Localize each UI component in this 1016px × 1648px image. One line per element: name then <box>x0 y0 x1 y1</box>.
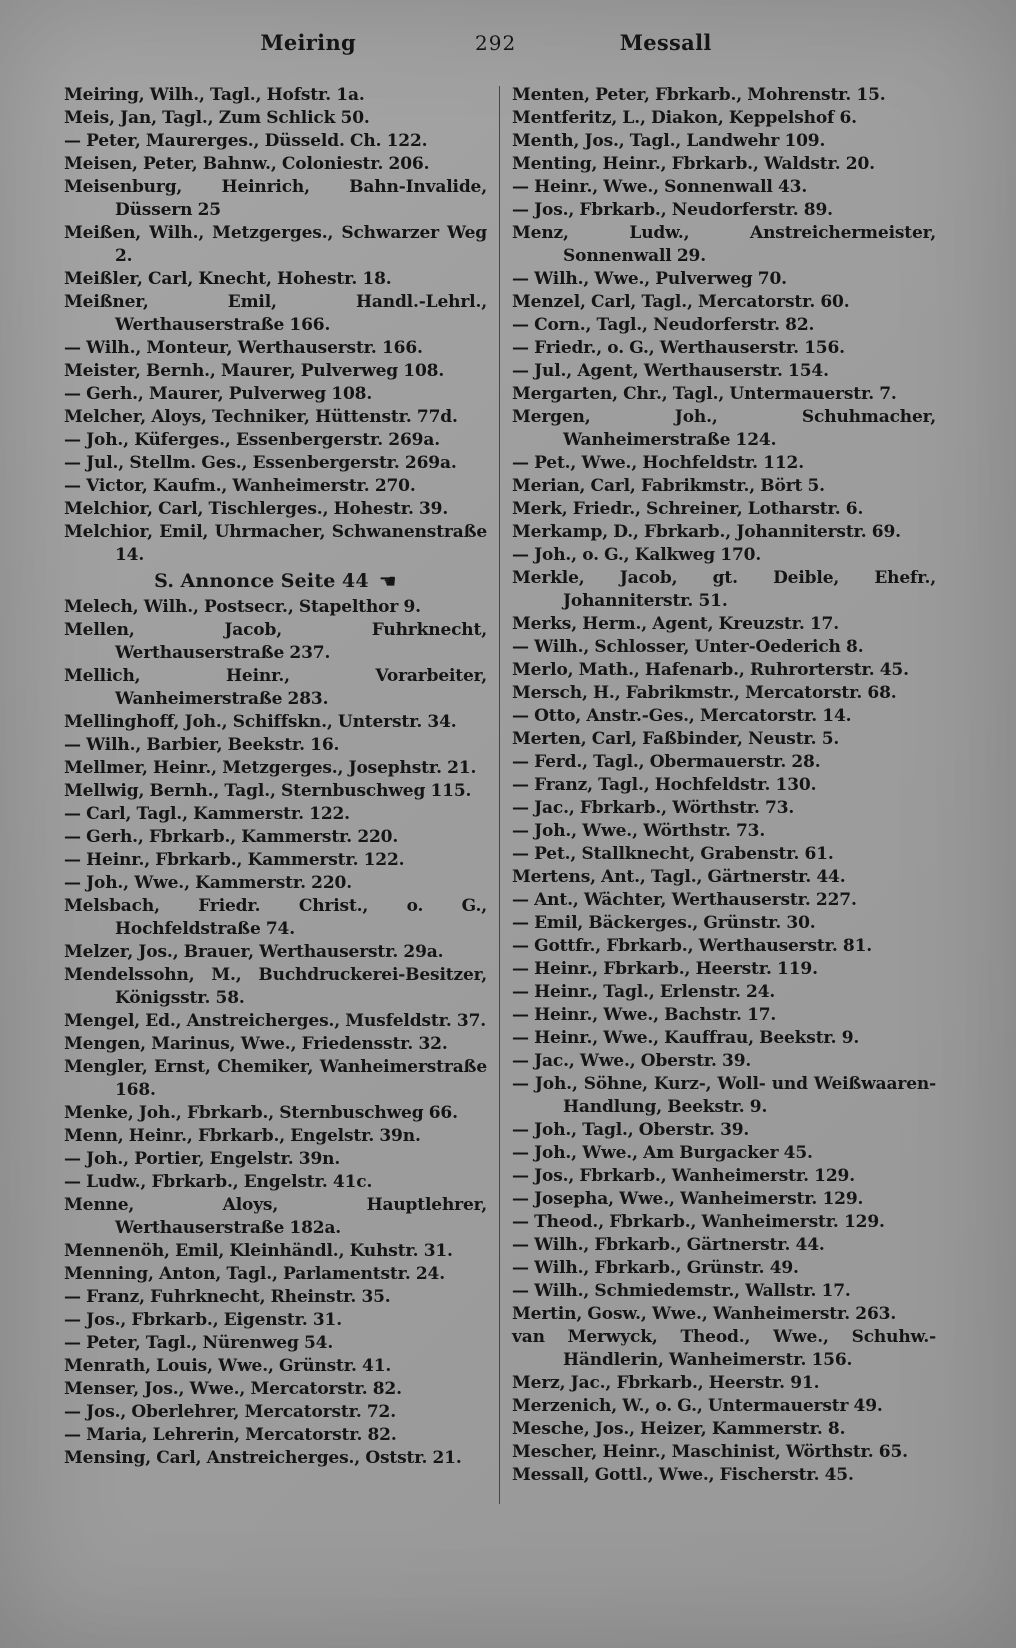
entry-text: Menz, Ludw., Anstreichermeister, Sonnenwall 29. <box>512 223 936 266</box>
entry-text: Melech, Wilh., Postsecr., Stapelthor 9. <box>64 597 421 617</box>
directory-entry <box>64 711 487 734</box>
entry-text: S. Annonce Seite 44 <box>154 570 369 592</box>
directory-entry <box>512 337 936 360</box>
directory-entry <box>512 912 936 935</box>
directory-entry <box>512 958 936 981</box>
entry-text: Meißner, Emil, Handl.-Lehrl., Werthauserstraße 166. <box>64 292 487 335</box>
directory-entry <box>512 1303 936 1326</box>
entry-text: Melzer, Jos., Brauer, Werthauserstr. 29a. <box>64 942 444 962</box>
entry-text: — Victor, Kaufm., Wanheimerstr. 270. <box>64 476 416 496</box>
directory-entry <box>512 176 936 199</box>
entry-text: — Emil, Bäckerges., Grünstr. 30. <box>512 913 816 933</box>
directory-entry <box>64 84 487 107</box>
entry-text: — Jac., Wwe., Oberstr. 39. <box>512 1051 752 1071</box>
directory-entry <box>64 596 487 619</box>
entry-text: Menzel, Carl, Tagl., Mercatorstr. 60. <box>512 292 850 312</box>
entry-text: — Ferd., Tagl., Obermauerstr. 28. <box>512 752 821 772</box>
directory-entry <box>512 84 936 107</box>
entry-text: — Franz, Fuhrknecht, Rheinstr. 35. <box>64 1287 391 1307</box>
entry-text: Mersch, H., Fabrikmstr., Mercatorstr. 68. <box>512 683 897 703</box>
directory-entry <box>64 964 487 1010</box>
entry-text: Meißen, Wilh., Metzgerges., Schwarzer Weg 2. <box>64 223 487 266</box>
directory-entry <box>64 153 487 176</box>
entry-text: Menser, Jos., Wwe., Mercatorstr. 82. <box>64 1379 402 1399</box>
directory-entry <box>64 734 487 757</box>
entry-text: Mertin, Gosw., Wwe., Wanheimerstr. 263. <box>512 1304 897 1324</box>
directory-entry <box>512 1234 936 1257</box>
entry-text: Menne, Aloys, Hauptlehrer, Werthauserstraße 182a. <box>64 1195 487 1238</box>
directory-entry <box>512 636 936 659</box>
directory-entry <box>512 383 936 406</box>
directory-entry <box>64 1378 487 1401</box>
entry-text: Merkamp, D., Fbrkarb., Johanniterstr. 69. <box>512 522 901 542</box>
directory-entry <box>64 383 487 406</box>
directory-entry <box>512 1142 936 1165</box>
directory-entry <box>512 452 936 475</box>
entry-text: — Heinr., Fbrkarb., Kammerstr. 122. <box>64 850 405 870</box>
directory-entry <box>64 406 487 429</box>
directory-entry <box>512 1395 936 1418</box>
directory-entry <box>512 1257 936 1280</box>
directory-columns <box>64 84 936 1504</box>
entry-text: — Franz, Tagl., Hochfeldstr. 130. <box>512 775 817 795</box>
directory-entry <box>64 1447 487 1470</box>
directory-entry <box>512 475 936 498</box>
directory-entry <box>512 820 936 843</box>
entry-text: Mendelssohn, M., Buchdruckerei-Besitzer, Königsstr. 58. <box>64 965 487 1008</box>
directory-entry <box>64 130 487 153</box>
directory-entry <box>512 728 936 751</box>
entry-text: Messall, Gottl., Wwe., Fischerstr. 45. <box>512 1465 854 1485</box>
directory-entry <box>512 498 936 521</box>
directory-entry <box>512 613 936 636</box>
directory-entry <box>512 222 936 268</box>
directory-entry <box>512 1165 936 1188</box>
directory-entry <box>512 1418 936 1441</box>
entry-text: — Gerh., Maurer, Pulverweg 108. <box>64 384 373 404</box>
directory-entry <box>512 1188 936 1211</box>
entry-text: — Jos., Oberlehrer, Mercatorstr. 72. <box>64 1402 396 1422</box>
entry-text: Mellmer, Heinr., Metzgerges., Josephstr. 21. <box>64 758 477 778</box>
entry-text: Melchior, Carl, Tischlerges., Hohestr. 39. <box>64 499 449 519</box>
entry-text: Mesche, Jos., Heizer, Kammerstr. 8. <box>512 1419 846 1439</box>
entry-text: Menning, Anton, Tagl., Parlamentstr. 24. <box>64 1264 445 1284</box>
directory-entry <box>512 797 936 820</box>
entry-text: Melchior, Emil, Uhrmacher, Schwanenstraße 14. <box>64 522 487 565</box>
entry-text: Merten, Carl, Faßbinder, Neustr. 5. <box>512 729 840 749</box>
directory-entry <box>512 314 936 337</box>
directory-entry <box>64 429 487 452</box>
directory-entry <box>512 567 936 613</box>
directory-entry <box>64 475 487 498</box>
entry-text: Merzenich, W., o. G., Untermauerstr 49. <box>512 1396 883 1416</box>
directory-column-right <box>512 84 936 1504</box>
entry-text: — Gottfr., Fbrkarb., Werthauserstr. 81. <box>512 936 873 956</box>
directory-entry <box>512 705 936 728</box>
entry-text: Mergarten, Chr., Tagl., Untermauerstr. 7. <box>512 384 897 404</box>
entry-text: Menrath, Louis, Wwe., Grünstr. 41. <box>64 1356 392 1376</box>
entry-text: — Heinr., Wwe., Kauffrau, Beekstr. 9. <box>512 1028 860 1048</box>
entry-text: Mengen, Marinus, Wwe., Friedensstr. 32. <box>64 1034 448 1054</box>
directory-entry <box>64 498 487 521</box>
entry-text: — Jul., Stellm. Ges., Essenbergerstr. 269a. <box>64 453 457 473</box>
running-head <box>64 30 936 70</box>
entry-text: Mellwig, Bernh., Tagl., Sternbuschweg 115. <box>64 781 472 801</box>
directory-entry <box>512 130 936 153</box>
directory-entry <box>512 268 936 291</box>
entry-text: Mellinghoff, Joh., Schiffskn., Unterstr. 34. <box>64 712 457 732</box>
entry-text: Merks, Herm., Agent, Kreuzstr. 17. <box>512 614 839 634</box>
entry-text: Mengel, Ed., Anstreicherges., Musfeldstr. 37. <box>64 1011 487 1031</box>
entry-text: — Josepha, Wwe., Wanheimerstr. 129. <box>512 1189 864 1209</box>
directory-entry <box>64 895 487 941</box>
entry-text: Mensing, Carl, Anstreicherges., Oststr. 21. <box>64 1448 462 1468</box>
guide-word-right: Messall <box>619 30 712 55</box>
directory-entry <box>64 619 487 665</box>
directory-entry <box>64 1125 487 1148</box>
entry-text: Meisen, Peter, Bahnw., Coloniestr. 206. <box>64 154 430 174</box>
entry-text: Menting, Heinr., Fbrkarb., Waldstr. 20. <box>512 154 875 174</box>
directory-entry <box>512 682 936 705</box>
entry-text: — Heinr., Wwe., Bachstr. 17. <box>512 1005 777 1025</box>
entry-text: — Carl, Tagl., Kammerstr. 122. <box>64 804 350 824</box>
directory-entry <box>64 337 487 360</box>
directory-entry <box>512 291 936 314</box>
entry-text: Menth, Jos., Tagl., Landwehr 109. <box>512 131 826 151</box>
directory-entry <box>512 981 936 1004</box>
entry-text: Mennenöh, Emil, Kleinhändl., Kuhstr. 31. <box>64 1241 453 1261</box>
directory-entry <box>64 849 487 872</box>
entry-text: — Jul., Agent, Werthauserstr. 154. <box>512 361 829 381</box>
directory-entry <box>64 268 487 291</box>
directory-entry <box>512 153 936 176</box>
directory-entry <box>512 406 936 452</box>
entry-text: Mescher, Heinr., Maschinist, Wörthstr. 65. <box>512 1442 908 1462</box>
entry-text: van Merwyck, Theod., Wwe., Schuhw.-Händlerin, Wanheimerstr. 156. <box>512 1327 936 1370</box>
directory-entry <box>512 1073 936 1119</box>
directory-entry <box>64 1309 487 1332</box>
entry-text: — Joh., Küferges., Essenbergerstr. 269a. <box>64 430 440 450</box>
directory-entry <box>512 1326 936 1372</box>
entry-text: Meisenburg, Heinrich, Bahn-Invalide, Düssern 25 <box>64 177 487 220</box>
entry-text: — Peter, Maurerges., Düsseld. Ch. 122. <box>64 131 428 151</box>
directory-entry <box>64 452 487 475</box>
entry-text: Merian, Carl, Fabrikmstr., Bört 5. <box>512 476 825 496</box>
entry-text: — Heinr., Tagl., Erlenstr. 24. <box>512 982 776 1002</box>
directory-entry <box>64 1240 487 1263</box>
directory-entry <box>512 360 936 383</box>
entry-text: — Wilh., Wwe., Pulverweg 70. <box>512 269 787 289</box>
entry-text: — Otto, Anstr.-Ges., Mercatorstr. 14. <box>512 706 852 726</box>
entry-text: — Ant., Wächter, Werthauserstr. 227. <box>512 890 857 910</box>
entry-text: — Joh., Portier, Engelstr. 39n. <box>64 1149 341 1169</box>
directory-entry <box>512 1441 936 1464</box>
entry-text: Mertens, Ant., Tagl., Gärtnerstr. 44. <box>512 867 846 887</box>
entry-text: Meiring, Wilh., Tagl., Hofstr. 1a. <box>64 85 365 105</box>
entry-text: — Corn., Tagl., Neudorferstr. 82. <box>512 315 815 335</box>
entry-text: Melcher, Aloys, Techniker, Hüttenstr. 77d. <box>64 407 458 427</box>
entry-text: — Wilh., Monteur, Werthauserstr. 166. <box>64 338 423 358</box>
entry-text: Merkle, Jacob, gt. Deible, Ehefr., Johanniterstr. 51. <box>512 568 936 611</box>
entry-text: — Gerh., Fbrkarb., Kammerstr. 220. <box>64 827 399 847</box>
directory-entry <box>64 1355 487 1378</box>
directory-entry <box>512 774 936 797</box>
directory-entry <box>64 1056 487 1102</box>
directory-entry <box>64 1286 487 1309</box>
directory-entry <box>512 935 936 958</box>
pointing-hand-icon: ☚ <box>378 569 397 593</box>
directory-entry <box>512 1464 936 1487</box>
entry-text: — Joh., o. G., Kalkweg 170. <box>512 545 762 565</box>
directory-entry <box>64 107 487 130</box>
page-number: 292 <box>475 31 517 55</box>
entry-text: Meißler, Carl, Knecht, Hohestr. 18. <box>64 269 392 289</box>
directory-entry <box>512 866 936 889</box>
directory-entry <box>512 1050 936 1073</box>
directory-entry <box>64 291 487 337</box>
entry-text: — Friedr., o. G., Werthauserstr. 156. <box>512 338 845 358</box>
directory-entry <box>512 1211 936 1234</box>
column-divider-rule <box>499 86 500 1504</box>
directory-entry <box>64 826 487 849</box>
directory-entry <box>512 889 936 912</box>
entry-text: Melsbach, Friedr. Christ., o. G., Hochfeldstraße 74. <box>64 896 487 939</box>
directory-entry <box>64 757 487 780</box>
directory-entry <box>64 1424 487 1447</box>
directory-entry <box>64 1148 487 1171</box>
entry-text: — Pet., Wwe., Hochfeldstr. 112. <box>512 453 804 473</box>
directory-entry <box>512 1027 936 1050</box>
entry-text: — Pet., Stallknecht, Grabenstr. 61. <box>512 844 834 864</box>
entry-text: — Wilh., Schlosser, Unter-Oederich 8. <box>512 637 864 657</box>
directory-entry <box>64 1010 487 1033</box>
directory-entry <box>64 1171 487 1194</box>
entry-text: Menn, Heinr., Fbrkarb., Engelstr. 39n. <box>64 1126 421 1146</box>
entry-text: — Joh., Tagl., Oberstr. 39. <box>512 1120 750 1140</box>
entry-text: — Theod., Fbrkarb., Wanheimerstr. 129. <box>512 1212 885 1232</box>
entry-text: — Wilh., Barbier, Beekstr. 16. <box>64 735 340 755</box>
annonce-note <box>64 570 487 593</box>
entry-text: — Ludw., Fbrkarb., Engelstr. 41c. <box>64 1172 373 1192</box>
entry-text: Mentferitz, L., Diakon, Keppelshof 6. <box>512 108 857 128</box>
entry-text: — Jac., Fbrkarb., Wörthstr. 73. <box>512 798 795 818</box>
directory-entry <box>64 521 487 567</box>
entry-text: Merk, Friedr., Schreiner, Lotharstr. 6. <box>512 499 864 519</box>
directory-entry <box>64 1102 487 1125</box>
directory-entry <box>64 803 487 826</box>
directory-entry <box>512 199 936 222</box>
entry-text: Mellen, Jacob, Fuhrknecht, Werthauserstraße 237. <box>64 620 487 663</box>
directory-entry <box>512 107 936 130</box>
entry-text: Mengler, Ernst, Chemiker, Wanheimerstraße 168. <box>64 1057 487 1100</box>
entry-text: — Joh., Wwe., Kammerstr. 220. <box>64 873 352 893</box>
entry-text: — Joh., Wwe., Am Burgacker 45. <box>512 1143 813 1163</box>
directory-entry <box>64 872 487 895</box>
entry-text: Meis, Jan, Tagl., Zum Schlick 50. <box>64 108 370 128</box>
entry-text: — Maria, Lehrerin, Mercatorstr. 82. <box>64 1425 397 1445</box>
entry-text: — Heinr., Fbrkarb., Heerstr. 119. <box>512 959 818 979</box>
directory-entry <box>64 780 487 803</box>
entry-text: — Wilh., Schmiedemstr., Wallstr. 17. <box>512 1281 851 1301</box>
entry-text: — Joh., Söhne, Kurz-, Woll- und Weißwaaren-Handlung, Beekstr. 9. <box>512 1074 936 1117</box>
directory-entry <box>64 1033 487 1056</box>
entry-text: Merz, Jac., Fbrkarb., Heerstr. 91. <box>512 1373 820 1393</box>
directory-entry <box>512 659 936 682</box>
entry-text: — Heinr., Wwe., Sonnenwall 43. <box>512 177 808 197</box>
entry-text: — Jos., Fbrkarb., Eigenstr. 31. <box>64 1310 342 1330</box>
directory-entry <box>64 222 487 268</box>
entry-text: — Peter, Tagl., Nürenweg 54. <box>64 1333 334 1353</box>
directory-entry <box>64 1401 487 1424</box>
entry-text: — Joh., Wwe., Wörthstr. 73. <box>512 821 766 841</box>
entry-text: Mergen, Joh., Schuhmacher, Wanheimerstraße 124. <box>512 407 936 450</box>
entry-text: Menten, Peter, Fbrkarb., Mohrenstr. 15. <box>512 85 886 105</box>
guide-word-left: Meiring <box>260 30 356 55</box>
directory-entry <box>64 1263 487 1286</box>
entry-text: — Jos., Fbrkarb., Neudorferstr. 89. <box>512 200 833 220</box>
entry-text: — Wilh., Fbrkarb., Grünstr. 49. <box>512 1258 799 1278</box>
directory-entry <box>64 1332 487 1355</box>
directory-entry <box>512 1280 936 1303</box>
entry-text: — Wilh., Fbrkarb., Gärtnerstr. 44. <box>512 1235 825 1255</box>
directory-entry <box>64 665 487 711</box>
directory-entry <box>512 521 936 544</box>
directory-entry <box>64 176 487 222</box>
directory-entry <box>64 1194 487 1240</box>
entry-text: Meister, Bernh., Maurer, Pulverweg 108. <box>64 361 445 381</box>
entry-text: — Jos., Fbrkarb., Wanheimerstr. 129. <box>512 1166 855 1186</box>
entry-text: Merlo, Math., Hafenarb., Ruhrorterstr. 45. <box>512 660 909 680</box>
directory-column-left <box>64 84 487 1504</box>
directory-entry <box>512 751 936 774</box>
directory-entry <box>64 360 487 383</box>
directory-entry <box>512 1372 936 1395</box>
directory-entry <box>64 941 487 964</box>
directory-entry <box>512 1119 936 1142</box>
entry-text: Menke, Joh., Fbrkarb., Sternbuschweg 66. <box>64 1103 458 1123</box>
directory-entry <box>512 1004 936 1027</box>
directory-entry <box>512 544 936 567</box>
entry-text: Mellich, Heinr., Vorarbeiter, Wanheimerstraße 283. <box>64 666 487 709</box>
directory-entry <box>512 843 936 866</box>
